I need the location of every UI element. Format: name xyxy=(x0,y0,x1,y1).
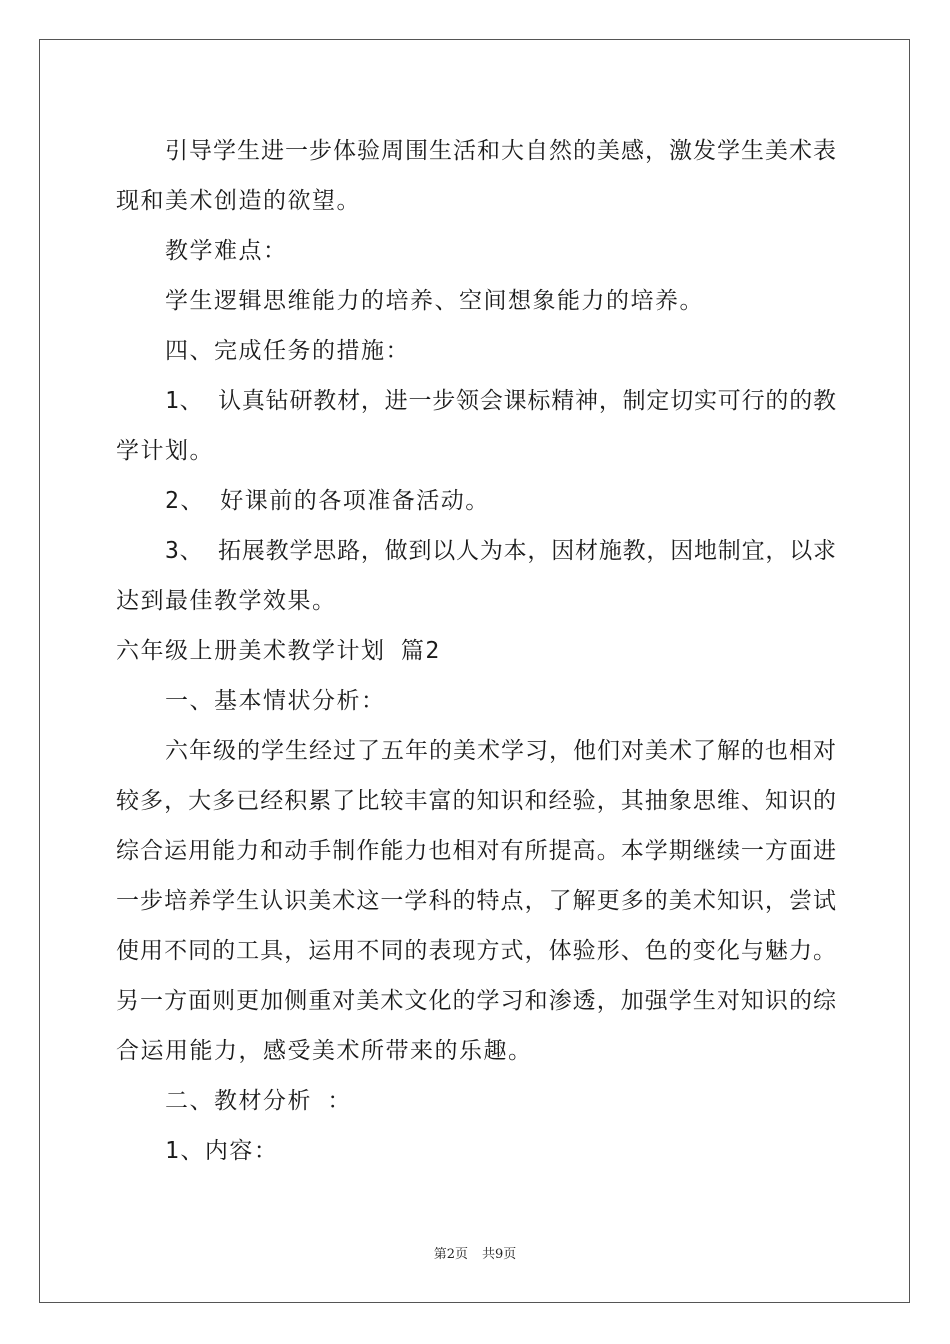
paragraph-line: 学生逻辑思维能力的培养、空间想象能力的培养。 xyxy=(165,288,704,314)
paragraph-line: 现和美术创造的欲望。 xyxy=(116,188,361,214)
section-heading: 1、内容： xyxy=(165,1138,279,1164)
list-item-line: 3、 拓展教学思路，做到以人为本，因材施教，因地制宜，以求 xyxy=(165,538,836,564)
document-body xyxy=(116,126,836,1176)
section-heading: 四、完成任务的措施： xyxy=(165,338,410,364)
list-item-line: 1、 认真钻研教材，进一步领会课标精神，制定切实可行的的教 xyxy=(165,388,836,414)
paragraph-line: 使用不同的工具，运用不同的表现方式，体验形、色的变化与魅力。 xyxy=(116,938,836,964)
paragraph-line: 引导学生进一步体验周围生活和大自然的美感，激发学生美术表 xyxy=(165,138,836,164)
document-title: 六年级上册美术教学计划 篇2 xyxy=(116,638,441,664)
page-number: 第2页 xyxy=(433,1247,468,1262)
paragraph-line: 一步培养学生认识美术这一学科的特点，了解更多的美术知识，尝试 xyxy=(116,888,836,914)
paragraph-line: 另一方面则更加侧重对美术文化的学习和渗透，加强学生对知识的综 xyxy=(116,988,836,1014)
paragraph-line: 六年级的学生经过了五年的美术学习，他们对美术了解的也相对 xyxy=(165,738,836,764)
paragraph-line: 较多，大多已经积累了比较丰富的知识和经验，其抽象思维、知识的 xyxy=(116,788,836,814)
page-footer xyxy=(0,1243,950,1262)
section-heading: 教学难点： xyxy=(165,238,288,264)
list-item-line: 达到最佳教学效果。 xyxy=(116,588,337,614)
page-total: 共9页 xyxy=(482,1247,517,1262)
list-item-line: 2、 好课前的各项准备活动。 xyxy=(165,488,490,514)
section-heading: 二、教材分析 ： xyxy=(165,1088,352,1114)
paragraph-line: 综合运用能力和动手制作能力也相对有所提高。本学期继续一方面进 xyxy=(116,838,836,864)
list-item-line: 学计划。 xyxy=(116,438,214,464)
paragraph-line: 合运用能力，感受美术所带来的乐趣。 xyxy=(116,1038,533,1064)
section-heading: 一、基本情状分析： xyxy=(165,688,386,714)
